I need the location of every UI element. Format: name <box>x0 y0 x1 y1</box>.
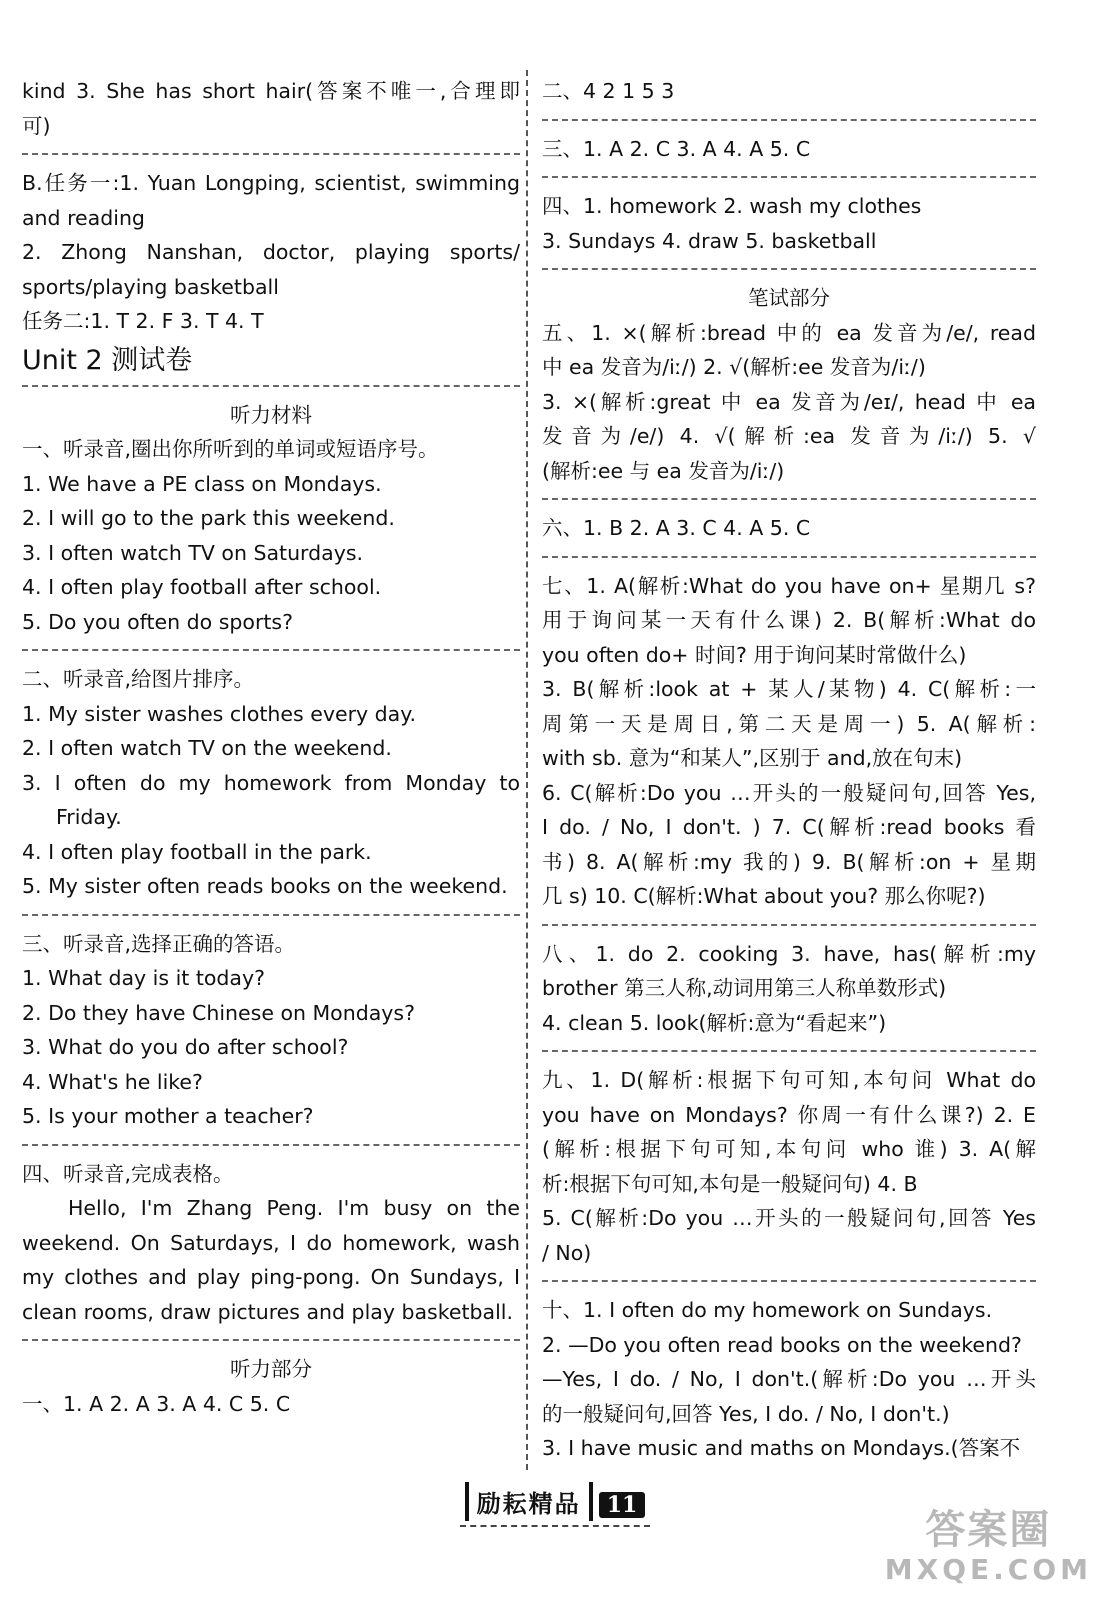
text-line: kind 3. She has short hair(答案不唯一,合理即 <box>22 79 520 103</box>
text-line: 周第一天是周日,第二天是周一) 5. A(解析: <box>542 711 1036 736</box>
section-heading: 听力部分 <box>230 1357 312 1381</box>
text-line: 3. What do you do after school? <box>22 1035 349 1059</box>
answers-6 <box>542 511 1036 546</box>
listening-section-1 <box>22 432 520 639</box>
text-line: 3. ×(解析:great 中 ea 发音为/eɪ/, head 中 ea <box>542 389 1036 414</box>
text-line: weekend. On Saturdays, I do homework, wash <box>22 1230 520 1255</box>
answers-3 <box>542 132 1036 167</box>
text-line: 一、1. A 2. A 3. A 4. C 5. C <box>22 1391 291 1416</box>
text-line: 十、1. I often do my homework on Sundays. <box>542 1298 993 1322</box>
text-line: Friday. <box>56 805 122 829</box>
listening-answers-1 <box>22 1387 520 1422</box>
text-line: 四、1. homework 2. wash my clothes <box>542 194 922 218</box>
text-line: 4. I often play football after school. <box>22 575 382 599</box>
text-line: 九、1. D(解析:根据下句可知,本句问 What do <box>542 1068 1036 1092</box>
text-line: 五、1. ×(解析:bread 中的 ea 发音为/e/, read <box>542 320 1036 345</box>
text-line: —Yes, I do. / No, I don't.(解析:Do you …开头 <box>542 1367 1036 1391</box>
text-line: my clothes and play ping-pong. On Sundays, I <box>22 1265 520 1289</box>
text-line: 析:根据下句可知,本句是一般疑问句) 4. B <box>542 1171 918 1196</box>
question-heading: 三、听录音,选择正确的答语。 <box>22 931 296 956</box>
text-line: 二、4 2 1 5 3 <box>542 79 675 103</box>
text-line: 3. I often do my homework from Monday to <box>22 770 520 795</box>
question-heading: 一、听录音,圈出你所听到的单词或短语序号。 <box>22 437 439 461</box>
text-line: 2. Do they have Chinese on Mondays? <box>22 1000 415 1025</box>
text-line: 5. Is your mother a teacher? <box>22 1104 314 1128</box>
question-heading: 二、听录音,给图片排序。 <box>22 667 255 691</box>
text-line: 4. What's he like? <box>22 1069 203 1094</box>
dashed-separator <box>542 119 1036 121</box>
text-line: 八、1. do 2. cooking 3. have, has(解析:my <box>542 941 1036 966</box>
text-line: 2. I often watch TV on the weekend. <box>22 736 392 760</box>
question-heading: 四、听录音,完成表格。 <box>22 1161 234 1186</box>
answers-4 <box>542 189 1036 258</box>
dashed-separator <box>542 1280 1036 1282</box>
dashed-separator <box>542 498 1036 500</box>
dashed-separator <box>22 1339 520 1341</box>
answers-8 <box>542 937 1036 1041</box>
text-line: 2. —Do you often read books on the weekend? <box>542 1332 1022 1357</box>
watermark-url: MXQE.COM <box>884 1553 1092 1586</box>
text-line: 4. clean 5. look(解析:意为“看起来”) <box>542 1010 887 1035</box>
text-line: you have on Mondays? 你周一有什么课?) 2. E <box>542 1102 1036 1127</box>
text-line: / No) <box>542 1240 592 1265</box>
dashed-separator <box>22 153 520 155</box>
unit-title: Unit 2 测试卷 <box>22 344 193 376</box>
text-line: 3. I often watch TV on Saturdays. <box>22 540 364 565</box>
text-line: I do. / No, I don't. ) 7. C(解析:read books 看 <box>542 815 1036 839</box>
text-line: 5. C(解析:Do you …开头的一般疑问句,回答 Yes <box>542 1206 1036 1230</box>
text-line: 可) <box>22 113 51 138</box>
answers-7 <box>542 569 1036 914</box>
answers-5 <box>542 316 1036 489</box>
text-line: 书) 8. A(解析:my 我的) 9. B(解析:on + 星期 <box>542 849 1036 874</box>
dashed-separator <box>542 176 1036 178</box>
dashed-separator <box>22 385 520 387</box>
text-line: 5. My sister often reads books on the weekend. <box>22 874 508 898</box>
unit1-task-answers <box>22 166 520 339</box>
brand-logo: 励耘精品 <box>465 1482 593 1521</box>
right-column <box>542 74 1036 1466</box>
text-line: 1. My sister washes clothes every day. <box>22 701 416 726</box>
text-line: 5. Do you often do sports? <box>22 609 293 634</box>
text-line: B.任务一:1. Yuan Longping, scientist, swimming <box>22 171 520 195</box>
left-column <box>22 74 520 1421</box>
dashed-separator <box>542 556 1036 558</box>
text-line: 三、1. A 2. C 3. A 4. A 5. C <box>542 136 811 161</box>
dashed-separator <box>542 1050 1036 1052</box>
text-line: (解析:根据下句可知,本句问 who 谁) 3. A(解 <box>542 1137 1036 1161</box>
text-line: 4. I often play football in the park. <box>22 839 372 864</box>
answers-2 <box>542 74 1036 109</box>
section-heading: 笔试部分 <box>748 286 830 310</box>
text-line: 任务二:1. T 2. F 3. T 4. T <box>22 309 264 333</box>
listening-section-3 <box>22 927 520 1134</box>
text-line: 发音为/e/) 4. √(解析:ea 发音为/iː/) 5. √ <box>542 424 1036 448</box>
text-line: 七、1. A(解析:What do you have on+ 星期几 s? <box>542 573 1036 598</box>
text-line: with sb. 意为“和某人”,区别于 and,放在句末) <box>542 746 963 770</box>
text-line: and reading <box>22 205 145 230</box>
text-line: you often do+ 时间? 用于询问某时常做什么) <box>542 642 967 667</box>
dashed-separator <box>22 1144 520 1146</box>
dashed-separator <box>22 914 520 916</box>
dashed-separator <box>542 924 1036 926</box>
text-line: 3. B(解析:look at + 某人/某物) 4. C(解析:一 <box>542 677 1036 701</box>
text-line: sports/playing basketball <box>22 274 279 299</box>
text-line: 中 ea 发音为/iː/) 2. √(解析:ee 发音为/iː/) <box>542 355 926 379</box>
text-line: (解析:ee 与 ea 发音为/iː/) <box>542 458 785 483</box>
listening-section-2 <box>22 662 520 904</box>
answers-9 <box>542 1063 1036 1270</box>
footer-rule <box>460 1525 650 1527</box>
text-line: 3. Sundays 4. draw 5. basketball <box>542 228 877 253</box>
text-line: 的一般疑问句,回答 Yes, I do. / No, I don't.) <box>542 1401 950 1426</box>
dashed-separator <box>542 268 1036 270</box>
text-line: 1. We have a PE class on Mondays. <box>22 471 382 496</box>
text-line: 3. I have music and maths on Mondays.(答案不 <box>542 1436 1021 1460</box>
text-line: brother 第三人称,动词用第三人称单数形式) <box>542 976 947 1000</box>
text-line: 1. What day is it today? <box>22 966 265 990</box>
section-heading: 听力材料 <box>230 402 312 427</box>
column-divider <box>526 70 528 1470</box>
watermark-text: 答案圈 <box>925 1507 1052 1553</box>
text-line: 用于询问某一天有什么课) 2. B(解析:What do <box>542 608 1036 632</box>
text-line: 2. Zhong Nanshan, doctor, playing sports/ <box>22 240 520 264</box>
text-line: clean rooms, draw pictures and play basketball. <box>22 1299 514 1324</box>
text-line: 6. C(解析:Do you …开头的一般疑问句,回答 Yes, <box>542 780 1036 805</box>
text-line: 六、1. B 2. A 3. C 4. A 5. C <box>542 516 811 540</box>
listening-section-4 <box>22 1157 520 1330</box>
watermark <box>885 1506 1092 1586</box>
answers-10 <box>542 1293 1036 1466</box>
page-number: 11 <box>599 1492 646 1518</box>
text-line: 2. I will go to the park this weekend. <box>22 506 395 530</box>
unit1-answer-tail <box>22 74 520 143</box>
dashed-separator <box>22 649 520 651</box>
text-line: 几 s) 10. C(解析:What about you? 那么你呢?) <box>542 884 986 908</box>
text-line: Hello, I'm Zhang Peng. I'm busy on the <box>68 1196 520 1220</box>
